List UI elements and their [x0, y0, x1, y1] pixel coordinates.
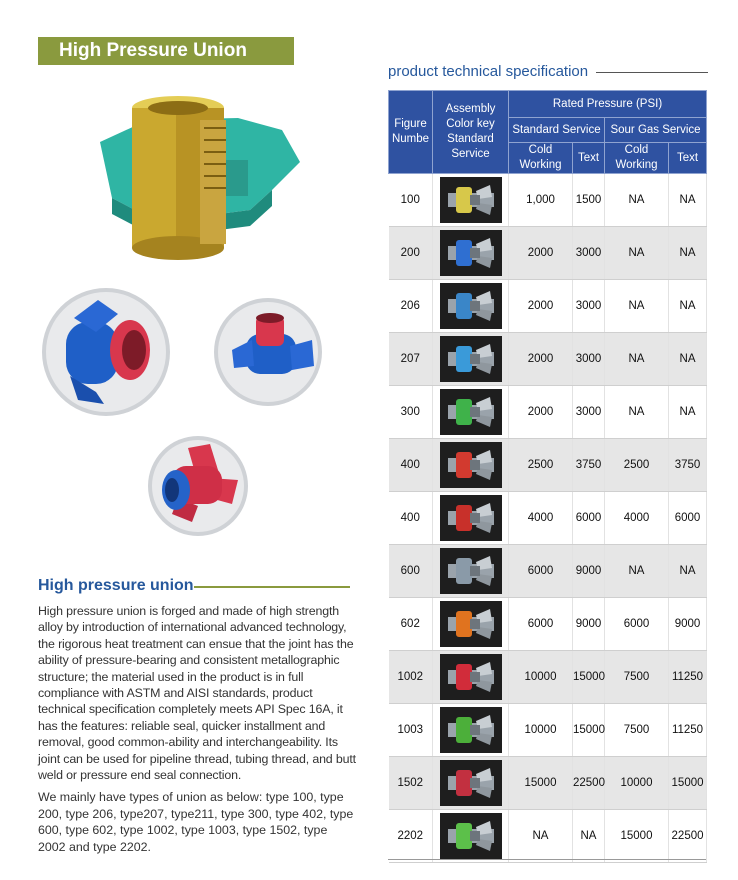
- standard-cold-working-cell: NA: [509, 810, 573, 863]
- sour-text-cell: NA: [669, 174, 707, 227]
- sour-text-cell: 3750: [669, 439, 707, 492]
- sour-text-cell: NA: [669, 386, 707, 439]
- assembly-image-cell: [433, 174, 509, 227]
- standard-cold-working-cell: 2000: [509, 280, 573, 333]
- assembly-image-cell: [433, 439, 509, 492]
- assembly-image-cell: [433, 227, 509, 280]
- sour-text-cell: 11250: [669, 704, 707, 757]
- spec-title: product technical specification: [388, 63, 589, 80]
- sour-cold-working-cell: NA: [605, 545, 669, 598]
- sour-cold-working-cell: NA: [605, 333, 669, 386]
- header-sour-gas-service: Sour Gas Service: [605, 118, 707, 143]
- figure-cell: 602: [389, 598, 433, 651]
- union-thumbnail-icon: [440, 601, 502, 647]
- standard-text-cell: 3000: [573, 333, 605, 386]
- sour-cold-working-cell: NA: [605, 227, 669, 280]
- table-row: [389, 333, 707, 386]
- sour-text-cell: NA: [669, 545, 707, 598]
- figure-cell: 300: [389, 386, 433, 439]
- standard-cold-working-cell: 6000: [509, 545, 573, 598]
- section-divider: [194, 586, 350, 588]
- union-thumbnail-icon: [440, 495, 502, 541]
- assembly-image-cell: [433, 492, 509, 545]
- standard-text-cell: 3000: [573, 227, 605, 280]
- table-row: [389, 492, 707, 545]
- figure-cell: 600: [389, 545, 433, 598]
- figure-cell: 100: [389, 174, 433, 227]
- union-thumbnail-icon: [440, 177, 502, 223]
- union-thumbnail-icon: [440, 813, 502, 859]
- union-thumbnail-icon: [440, 760, 502, 806]
- header-text: Text: [669, 143, 707, 174]
- union-thumbnail-icon: [440, 283, 502, 329]
- header-standard-service: Standard Service: [509, 118, 605, 143]
- figure-cell: 200: [389, 227, 433, 280]
- section-header: [38, 575, 352, 599]
- union-illustrations: [0, 0, 380, 580]
- sour-cold-working-cell: 2500: [605, 439, 669, 492]
- table-row: [389, 174, 707, 227]
- header-assembly: Assembly Color key Standard Service: [433, 91, 509, 174]
- sour-text-cell: NA: [669, 227, 707, 280]
- standard-cold-working-cell: 2000: [509, 227, 573, 280]
- sour-cold-working-cell: NA: [605, 174, 669, 227]
- sour-text-cell: 11250: [669, 651, 707, 704]
- spec-header: [388, 62, 706, 82]
- table-row: [389, 651, 707, 704]
- table-row: [389, 227, 707, 280]
- sour-cold-working-cell: 6000: [605, 598, 669, 651]
- sour-text-cell: NA: [669, 333, 707, 386]
- assembly-image-cell: [433, 651, 509, 704]
- standard-cold-working-cell: 2500: [509, 439, 573, 492]
- assembly-image-cell: [433, 810, 509, 863]
- spec-divider: [596, 72, 708, 73]
- standard-text-cell: 1500: [573, 174, 605, 227]
- sour-cold-working-cell: 7500: [605, 651, 669, 704]
- description-paragraph: We mainly have types of union as below: type 100, type 200, type 206, type207, type211, type 300, type 402, type 600, type 602, type 1002, type 1003, type 1502, type 2002 and type 2202.: [38, 790, 354, 854]
- standard-text-cell: 3000: [573, 386, 605, 439]
- assembly-image-cell: [433, 545, 509, 598]
- assembly-image-cell: [433, 598, 509, 651]
- sour-cold-working-cell: 15000: [605, 810, 669, 863]
- union-cutaway-icon: [100, 96, 300, 260]
- sour-cold-working-cell: 10000: [605, 757, 669, 810]
- standard-cold-working-cell: 2000: [509, 333, 573, 386]
- standard-text-cell: NA: [573, 810, 605, 863]
- union-thumbnail-icon: [440, 442, 502, 488]
- union-thumbnail-icon: [440, 389, 502, 435]
- sour-text-cell: 22500: [669, 810, 707, 863]
- standard-text-cell: 3750: [573, 439, 605, 492]
- assembly-image-cell: [433, 757, 509, 810]
- standard-cold-working-cell: 15000: [509, 757, 573, 810]
- blue-red-union-icon: [42, 288, 170, 416]
- table-row: [389, 386, 707, 439]
- standard-cold-working-cell: 10000: [509, 651, 573, 704]
- assembly-image-cell: [433, 333, 509, 386]
- table-row: [389, 757, 707, 810]
- union-thumbnail-icon: [440, 230, 502, 276]
- sour-cold-working-cell: NA: [605, 280, 669, 333]
- standard-cold-working-cell: 2000: [509, 386, 573, 439]
- table-bottom-rule: [388, 859, 706, 860]
- table-row: [389, 810, 707, 863]
- header-cold-working: Cold Working: [605, 143, 669, 174]
- sour-text-cell: 15000: [669, 757, 707, 810]
- sour-text-cell: 9000: [669, 598, 707, 651]
- figure-cell: 1502: [389, 757, 433, 810]
- section-title: High pressure union: [38, 577, 194, 594]
- standard-text-cell: 3000: [573, 280, 605, 333]
- sour-cold-working-cell: 4000: [605, 492, 669, 545]
- figure-cell: 400: [389, 439, 433, 492]
- standard-cold-working-cell: 6000: [509, 598, 573, 651]
- assembly-image-cell: [433, 280, 509, 333]
- table-row: [389, 598, 707, 651]
- table-row: [389, 439, 707, 492]
- standard-cold-working-cell: 10000: [509, 704, 573, 757]
- union-thumbnail-icon: [440, 548, 502, 594]
- sour-cold-working-cell: NA: [605, 386, 669, 439]
- standard-text-cell: 15000: [573, 704, 605, 757]
- header-rated-pressure: Rated Pressure (PSI): [509, 91, 707, 118]
- description-paragraph: High pressure union is forged and made of high strength alloy by introduction of international advanced technology, the rigorous heat treatment can ensue that the joint has the ability of pressure-bearing and consistent metallographic structure; the material used in the product is in full compliance with ASTM and AISI standards, product technical specification completely meets API Spec 16A, it has the features: reliable seal, quicker installment and removal, good common-ability and interchangeability. Its joint can be used for pipeline thread, tubing thread, and butt weld or pressure end seal connection.: [38, 604, 356, 783]
- figure-cell: 206: [389, 280, 433, 333]
- union-thumbnail-icon: [440, 336, 502, 382]
- figure-cell: 2202: [389, 810, 433, 863]
- standard-text-cell: 22500: [573, 757, 605, 810]
- blue-red-union-icon: [214, 298, 322, 406]
- standard-text-cell: 6000: [573, 492, 605, 545]
- table-row: [389, 704, 707, 757]
- assembly-image-cell: [433, 386, 509, 439]
- figure-cell: 207: [389, 333, 433, 386]
- red-blue-union-icon: [148, 436, 248, 536]
- union-thumbnail-icon: [440, 654, 502, 700]
- sour-cold-working-cell: 7500: [605, 704, 669, 757]
- header-text: Text: [573, 143, 605, 174]
- standard-text-cell: 15000: [573, 651, 605, 704]
- table-row: [389, 280, 707, 333]
- figure-cell: 400: [389, 492, 433, 545]
- page-title: High Pressure Union: [59, 40, 247, 61]
- sour-text-cell: NA: [669, 280, 707, 333]
- figure-cell: 1002: [389, 651, 433, 704]
- standard-cold-working-cell: 4000: [509, 492, 573, 545]
- spec-table: [388, 90, 707, 863]
- header-figure: Figure Numbe: [389, 91, 433, 174]
- figure-cell: 1003: [389, 704, 433, 757]
- description: [38, 603, 356, 861]
- standard-cold-working-cell: 1,000: [509, 174, 573, 227]
- union-thumbnail-icon: [440, 707, 502, 753]
- standard-text-cell: 9000: [573, 598, 605, 651]
- sour-text-cell: 6000: [669, 492, 707, 545]
- assembly-image-cell: [433, 704, 509, 757]
- table-row: [389, 545, 707, 598]
- header-cold-working: Cold Working: [509, 143, 573, 174]
- standard-text-cell: 9000: [573, 545, 605, 598]
